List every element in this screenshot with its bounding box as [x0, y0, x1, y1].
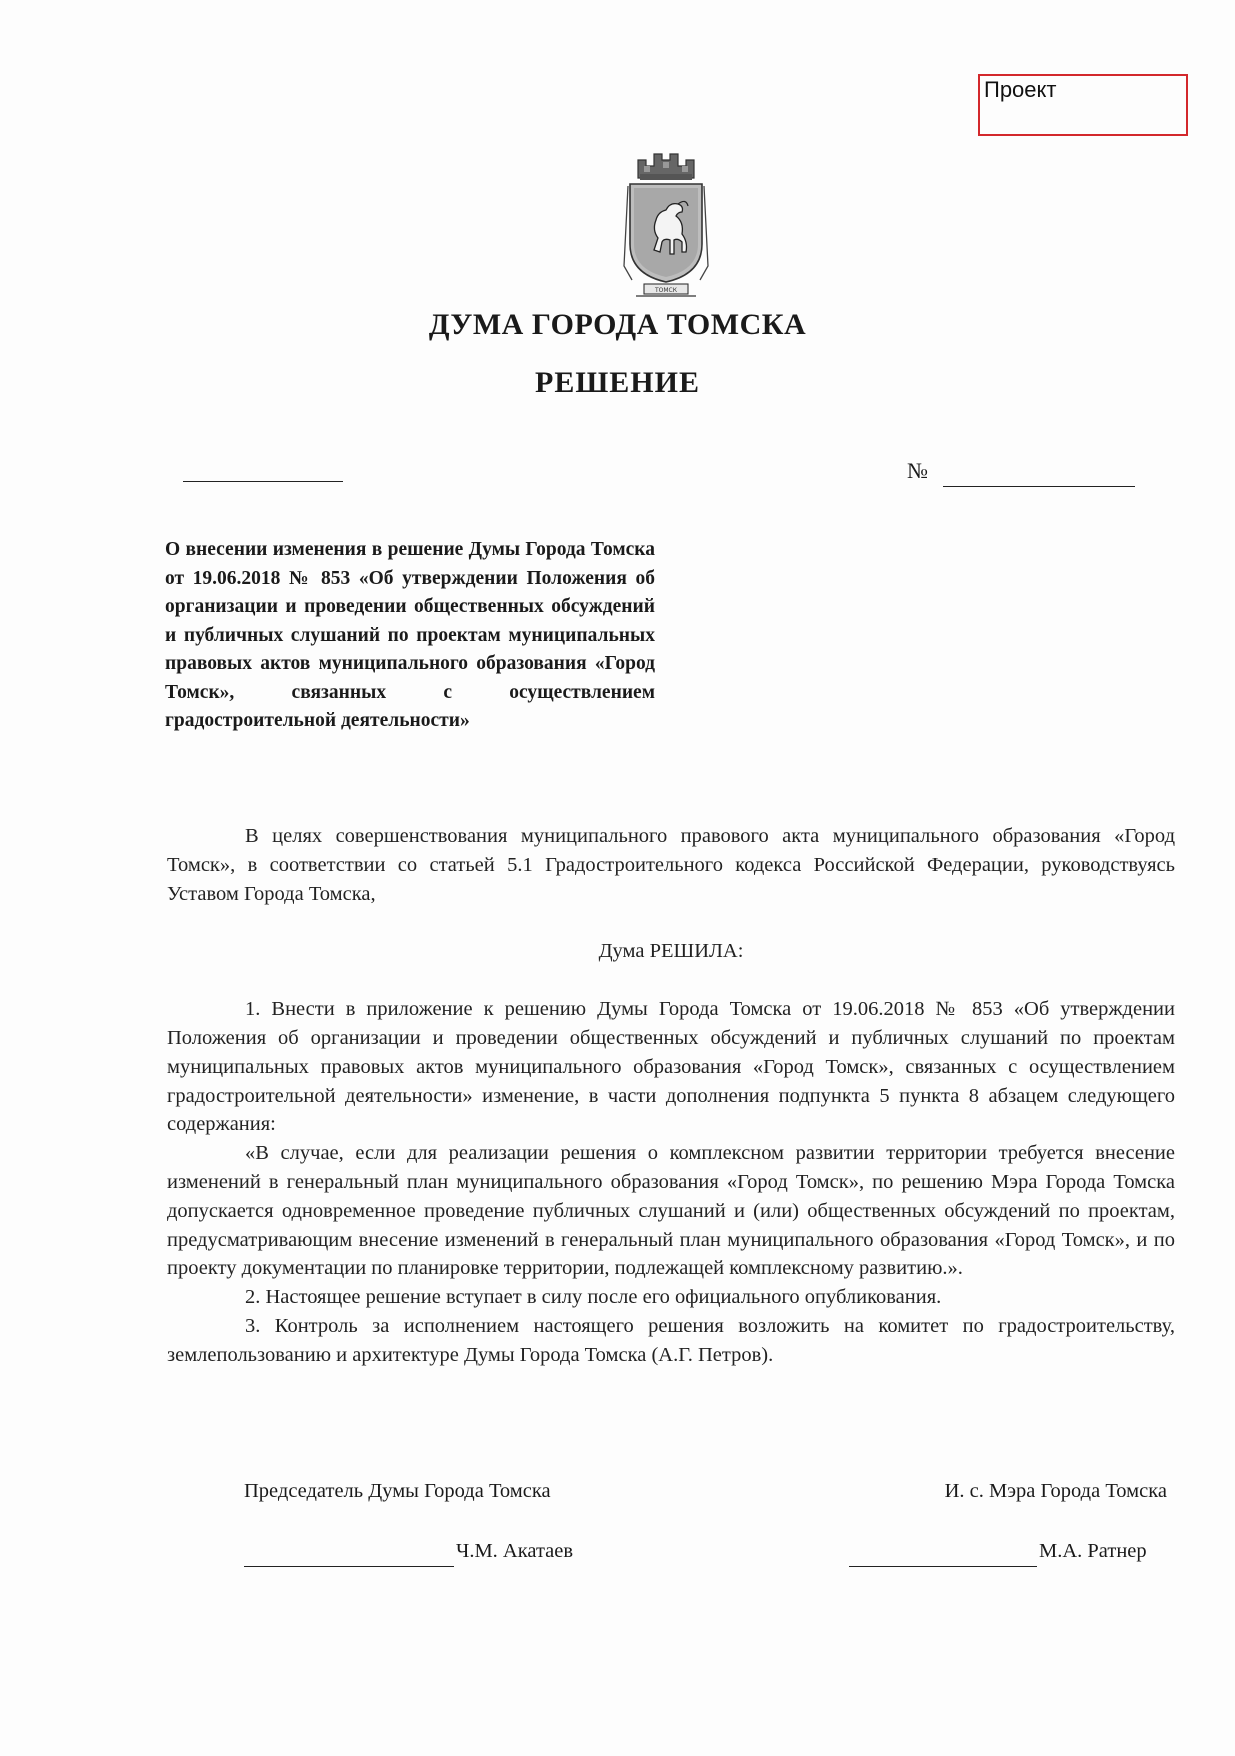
emblem-ribbon-text: ТОМСК — [654, 287, 678, 294]
item-3-paragraph: 3. Контроль за исполнением настоящего решения возложить на комитет по градостроительству, землепользованию и архитектуре Думы Города Томска (А.Г. Петров). — [167, 1314, 1175, 1366]
resolved-heading: Дума РЕШИЛА: — [598, 940, 744, 963]
document-type-title: РЕШЕНИЕ — [535, 366, 700, 399]
item-1-paragraph: 1. Внести в приложение к решению Думы Города Томска от 19.06.2018 № 853 «Об утверждении Положения об организации и проведении общественных обсуждений и публичных слушаний по проектам муниципальных правовых актов муниципального образования «Город Томск», связанных с осуществлением градостроительной деятельности» изменение, в части дополнения подпункта 5 пункта 8 абзацем следующего содержания: — [167, 998, 1175, 1136]
coat-of-arms-icon — [622, 146, 710, 304]
chairman-signature-line — [244, 1566, 454, 1567]
document-body — [167, 822, 1175, 1370]
draft-stamp-label: Проект — [984, 77, 1057, 102]
mayor-signature-line — [849, 1566, 1037, 1567]
item-2-paragraph: 2. Настоящее решение вступает в силу после его официального опубликования. — [245, 1286, 942, 1309]
document-subject: О внесении изменения в решение Думы Города Томска от 19.06.2018 № 853 «Об утверждении Положения об организации и проведении общественных обсуждений и публичных слушаний по проектам муниципальных правовых актов муниципального образования «Город Томск», связанных с осуществлением градостроительной деятельности» — [165, 539, 655, 731]
date-blank-line — [183, 481, 343, 482]
number-label: № — [907, 458, 928, 483]
chairman-title: Председатель Думы Города Томска — [244, 1480, 551, 1502]
item-1-quote-paragraph: «В случае, если для реализации решения о комплексном развитии территории требуется внесение изменений в генеральный план муниципального образования «Город Томск», по решению Мэра Города Томска допускается одновременное проведение публичных слушаний и (или) общественных обсуждений по проектам, предусматривающим внесение изменений в генеральный план муниципального образования «Город Томск», и по проекту документации по планировке территории, подлежащей комплексному развитию.». — [167, 1142, 1175, 1280]
number-blank-line — [943, 486, 1135, 487]
chairman-name: Ч.М. Акатаев — [456, 1540, 574, 1562]
preamble-paragraph: В целях совершенствования муниципального правового акта муниципального образования «Город Томск», в соответствии со статьей 5.1 Градостроительного кодекса Российской Федерации, руководствуясь Уставом Города Томска, — [167, 825, 1175, 905]
mayor-title: И. с. Мэра Города Томска — [944, 1480, 1167, 1502]
organization-title: ДУМА ГОРОДА ТОМСКА — [428, 308, 807, 341]
mayor-name: М.А. Ратнер — [1039, 1540, 1147, 1562]
draft-stamp — [978, 74, 1188, 136]
